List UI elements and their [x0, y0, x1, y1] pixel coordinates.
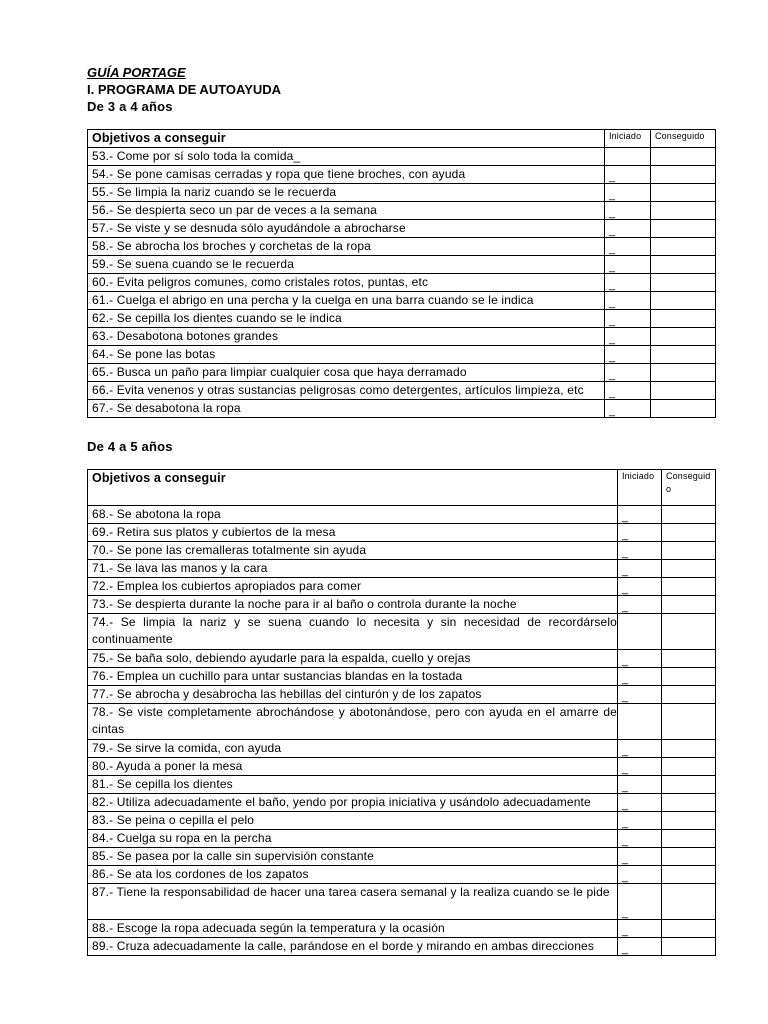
achieved-cell [662, 758, 716, 776]
started-cell [618, 866, 662, 884]
column-header-achieved: Conseguido [662, 470, 716, 506]
started-cell [618, 812, 662, 830]
started-mark: _ [622, 817, 629, 829]
achieved-cell [651, 382, 716, 400]
achieved-cell [651, 328, 716, 346]
table-row [88, 220, 716, 238]
achieved-cell [651, 256, 716, 274]
achieved-cell [662, 650, 716, 668]
table-row [88, 524, 716, 542]
started-cell [618, 686, 662, 704]
started-cell [618, 758, 662, 776]
table-row [88, 884, 716, 920]
achieved-cell [651, 274, 716, 292]
objective-text: 82.- Utiliza adecuadamente el baño, yendo por propia iniciativa y usándolo adecuadamente [88, 794, 618, 812]
achieved-cell [662, 524, 716, 542]
started-mark: _ [609, 279, 616, 291]
table-row [88, 364, 716, 382]
column-header-objectives: Objetivos a conseguir [88, 470, 618, 506]
age-heading-3-4: De 3 a 4 años [87, 99, 173, 114]
started-cell [605, 238, 651, 256]
table-row [88, 812, 716, 830]
started-mark: _ [609, 243, 616, 255]
age-heading-4-5: De 4 a 5 años [87, 439, 173, 454]
table-row [88, 310, 716, 328]
started-mark: _ [609, 351, 616, 363]
document-page [87, 64, 715, 956]
started-mark: _ [622, 925, 629, 937]
table-row [88, 328, 716, 346]
achieved-cell [651, 400, 716, 418]
objective-text: 56.- Se despierta seco un par de veces a la semana [88, 202, 605, 220]
started-mark: _ [609, 297, 616, 309]
table-row [88, 650, 716, 668]
table-row [88, 776, 716, 794]
objective-text: 65.- Busca un paño para limpiar cualquier cosa que haya derramado [88, 364, 605, 382]
started-cell [618, 542, 662, 560]
table-row [88, 506, 716, 524]
started-cell [618, 884, 662, 920]
table-row [88, 758, 716, 776]
table-row [88, 920, 716, 938]
achieved-cell [651, 220, 716, 238]
started-cell [618, 848, 662, 866]
achieved-cell [651, 148, 716, 166]
table-row [88, 148, 716, 166]
started-mark: _ [609, 207, 616, 219]
started-mark: _ [622, 853, 629, 865]
started-cell [605, 220, 651, 238]
started-cell [605, 274, 651, 292]
table-row [88, 848, 716, 866]
started-mark: _ [622, 529, 629, 541]
objective-text: 72.- Emplea los cubiertos apropiados para comer [88, 578, 618, 596]
started-cell [605, 184, 651, 202]
started-mark: _ [609, 387, 616, 399]
started-mark: _ [622, 583, 629, 595]
objective-text: 61.- Cuelga el abrigo en una percha y la cuelga en una barra cuando se le indica [88, 292, 605, 310]
achieved-cell [662, 596, 716, 614]
column-header-started: Iniciado [618, 470, 662, 506]
objective-text: 67.- Se desabotona la ropa [88, 400, 605, 418]
achieved-cell [651, 310, 716, 328]
started-cell [605, 382, 651, 400]
achieved-cell [662, 686, 716, 704]
document-title: GUÍA PORTAGE [87, 65, 186, 80]
table-row [88, 542, 716, 560]
achieved-cell [662, 668, 716, 686]
objective-text: 73.- Se despierta durante la noche para ir al baño o controla durante la noche [88, 596, 618, 614]
achieved-cell [651, 202, 716, 220]
achieved-cell [651, 364, 716, 382]
objective-text: 84.- Cuelga su ropa en la percha [88, 830, 618, 848]
table-row [88, 686, 716, 704]
table-row [88, 184, 716, 202]
objective-text: 89.- Cruza adecuadamente la calle, parándose en el borde y mirando en ambas direcciones [88, 938, 618, 956]
table-row [88, 938, 716, 956]
table-row [88, 400, 716, 418]
objective-text: 76.- Emplea un cuchillo para untar sustancias blandas en la tostada [88, 668, 618, 686]
program-title: I. PROGRAMA DE AUTOAYUDA [87, 82, 282, 97]
started-cell [605, 292, 651, 310]
started-mark: _ [622, 601, 629, 613]
checklist-table-4-5 [87, 469, 716, 956]
started-cell [618, 920, 662, 938]
started-cell [605, 310, 651, 328]
started-cell [618, 506, 662, 524]
achieved-cell [651, 292, 716, 310]
achieved-cell [651, 346, 716, 364]
objective-text: 64.- Se pone las botas [88, 346, 605, 364]
achieved-cell [662, 920, 716, 938]
objective-text: 78.- Se viste completamente abrochándose y abotonándose, pero con ayuda en el amarre de cintas [88, 704, 618, 740]
objective-text: 81.- Se cepilla los dientes [88, 776, 618, 794]
objective-text: 87.- Tiene la responsabilidad de hacer una tarea casera semanal y la realiza cuando se le pide [88, 884, 618, 920]
objective-text: 54.- Se pone camisas cerradas y ropa que tiene broches, con ayuda [88, 166, 605, 184]
table-row [88, 614, 716, 650]
started-cell [605, 400, 651, 418]
objective-text: 68.- Se abotona la ropa [88, 506, 618, 524]
column-header-objectives: Objetivos a conseguir [88, 130, 605, 148]
achieved-cell [662, 578, 716, 596]
started-mark: _ [622, 907, 629, 919]
started-mark: _ [622, 871, 629, 883]
table-row [88, 382, 716, 400]
started-cell [605, 328, 651, 346]
table-row [88, 274, 716, 292]
started-cell [618, 614, 662, 650]
started-mark: _ [609, 261, 616, 273]
started-mark: _ [622, 655, 629, 667]
started-cell [618, 938, 662, 956]
started-cell [618, 740, 662, 758]
table-header-row [88, 470, 716, 506]
started-mark: _ [609, 369, 616, 381]
achieved-cell [662, 542, 716, 560]
table-row [88, 560, 716, 578]
objective-text: 80.- Ayuda a poner la mesa [88, 758, 618, 776]
objective-text: 60.- Evita peligros comunes, como cristales rotos, puntas, etc [88, 274, 605, 292]
started-cell [618, 596, 662, 614]
objective-text: 70.- Se pone las cremalleras totalmente sin ayuda [88, 542, 618, 560]
started-mark: _ [622, 835, 629, 847]
started-mark: _ [622, 547, 629, 559]
started-mark: _ [622, 745, 629, 757]
started-mark: _ [622, 673, 629, 685]
started-cell [605, 346, 651, 364]
achieved-cell [662, 938, 716, 956]
table-row [88, 866, 716, 884]
started-mark: _ [609, 189, 616, 201]
checklist-table-3-4 [87, 129, 716, 418]
table-row [88, 596, 716, 614]
started-mark: _ [609, 225, 616, 237]
table-row [88, 256, 716, 274]
started-mark: _ [622, 799, 629, 811]
started-cell [618, 704, 662, 740]
achieved-cell [662, 884, 716, 920]
started-cell [618, 650, 662, 668]
started-mark: _ [609, 333, 616, 345]
achieved-cell [651, 166, 716, 184]
objective-text: 53.- Come por sí solo toda la comida_ [88, 148, 605, 166]
started-cell [618, 830, 662, 848]
achieved-cell [662, 830, 716, 848]
table-header-row [88, 130, 716, 148]
achieved-cell [662, 560, 716, 578]
objective-text: 88.- Escoge la ropa adecuada según la temperatura y la ocasión [88, 920, 618, 938]
started-cell [618, 668, 662, 686]
started-cell [618, 578, 662, 596]
table-row [88, 202, 716, 220]
started-cell [618, 524, 662, 542]
achieved-cell [651, 184, 716, 202]
started-mark: _ [609, 171, 616, 183]
started-mark: _ [609, 315, 616, 327]
column-header-achieved: Conseguido [651, 130, 716, 148]
started-cell [618, 560, 662, 578]
achieved-cell [651, 238, 716, 256]
achieved-cell [662, 614, 716, 650]
objective-text: 66.- Evita venenos y otras sustancias peligrosas como detergentes, artículos limpieza, etc [88, 382, 605, 400]
table-row [88, 346, 716, 364]
objective-text: 58.- Se abrocha los broches y corchetas de la ropa [88, 238, 605, 256]
achieved-cell [662, 506, 716, 524]
started-mark: _ [622, 943, 629, 955]
objective-text: 74.- Se limpia la nariz y se suena cuando lo necesita y sin necesidad de recordárselo continuamente [88, 614, 618, 650]
started-cell [605, 148, 651, 166]
started-cell [605, 364, 651, 382]
achieved-cell [662, 794, 716, 812]
started-mark: _ [622, 781, 629, 793]
started-cell [618, 794, 662, 812]
started-mark: _ [622, 763, 629, 775]
table-row [88, 238, 716, 256]
column-header-started: Iniciado [605, 130, 651, 148]
achieved-cell [662, 704, 716, 740]
objective-text: 59.- Se suena cuando se le recuerda [88, 256, 605, 274]
objective-text: 63.- Desabotona botones grandes [88, 328, 605, 346]
objective-text: 71.- Se lava las manos y la cara [88, 560, 618, 578]
started-mark: _ [609, 405, 616, 417]
table-row [88, 794, 716, 812]
objective-text: 79.- Se sirve la comida, con ayuda [88, 740, 618, 758]
table-row [88, 292, 716, 310]
started-mark: _ [622, 511, 629, 523]
table-row [88, 578, 716, 596]
objective-text: 86.- Se ata los cordones de los zapatos [88, 866, 618, 884]
achieved-cell [662, 866, 716, 884]
objective-text: 57.- Se viste y se desnuda sólo ayudándole a abrocharse [88, 220, 605, 238]
achieved-cell [662, 776, 716, 794]
started-cell [618, 776, 662, 794]
achieved-cell [662, 812, 716, 830]
objective-text: 75.- Se baña solo, debiendo ayudarle para la espalda, cuello y orejas [88, 650, 618, 668]
started-mark: _ [622, 565, 629, 577]
objective-text: 55.- Se limpia la nariz cuando se le recuerda [88, 184, 605, 202]
objective-text: 83.- Se peina o cepilla el pelo [88, 812, 618, 830]
achieved-cell [662, 740, 716, 758]
table-row [88, 740, 716, 758]
started-mark: _ [622, 691, 629, 703]
table-row [88, 668, 716, 686]
table-row [88, 704, 716, 740]
objective-text: 77.- Se abrocha y desabrocha las hebillas del cinturón y de los zapatos [88, 686, 618, 704]
achieved-cell [662, 848, 716, 866]
table-row [88, 166, 716, 184]
table-row [88, 830, 716, 848]
started-cell [605, 202, 651, 220]
started-cell [605, 166, 651, 184]
objective-text: 62.- Se cepilla los dientes cuando se le indica [88, 310, 605, 328]
objective-text: 85.- Se pasea por la calle sin supervisión constante [88, 848, 618, 866]
started-cell [605, 256, 651, 274]
objective-text: 69.- Retira sus platos y cubiertos de la mesa [88, 524, 618, 542]
